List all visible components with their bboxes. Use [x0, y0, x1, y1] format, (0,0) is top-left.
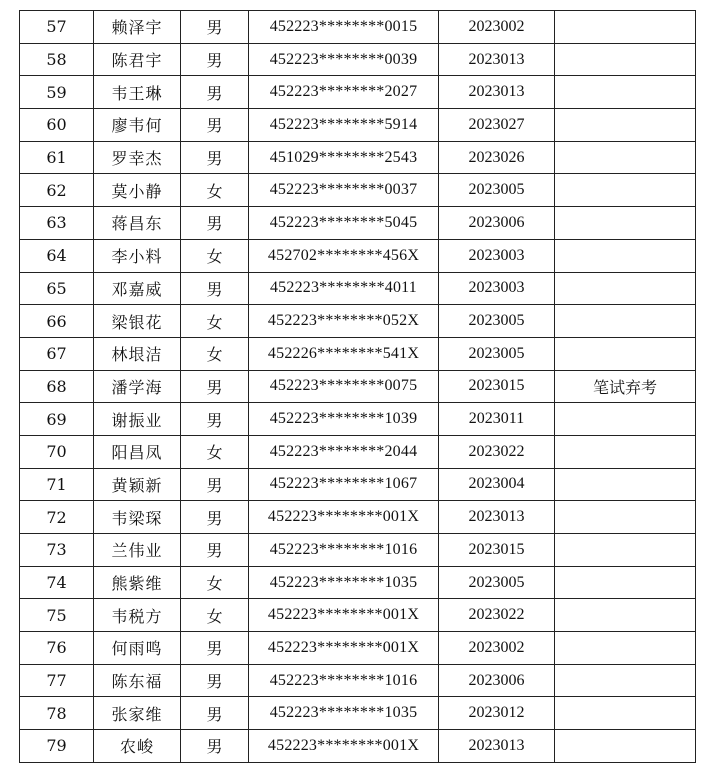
candidate-sex: 男	[206, 51, 223, 71]
exam-number: 2023005	[468, 344, 525, 362]
exam-number-cell	[439, 337, 555, 370]
table-row	[20, 305, 696, 338]
candidate-name: 农峻	[119, 737, 154, 757]
row-number-cell	[20, 501, 94, 534]
candidate-name-cell	[94, 337, 181, 370]
candidate-name: 兰伟业	[111, 541, 163, 561]
remark-cell	[555, 272, 696, 305]
candidate-name-cell	[94, 403, 181, 436]
exam-number-cell	[439, 566, 555, 599]
candidate-name: 阳昌凤	[111, 443, 163, 463]
remark-cell	[555, 109, 696, 142]
exam-number-cell	[439, 272, 555, 305]
candidate-name-cell	[94, 730, 181, 763]
candidate-name: 陈君宇	[111, 51, 163, 71]
id-number-cell	[249, 370, 439, 403]
row-number-cell	[20, 370, 94, 403]
exam-number: 2023004	[468, 475, 525, 493]
candidate-sex: 女	[206, 345, 223, 365]
candidate-sex-cell	[181, 305, 249, 338]
remark-cell	[555, 435, 696, 468]
candidate-name: 李小料	[111, 247, 163, 267]
remark-cell	[555, 697, 696, 730]
candidate-name: 熊紫维	[111, 574, 163, 594]
candidate-sex: 男	[206, 508, 223, 528]
candidate-sex: 女	[206, 247, 223, 267]
row-number-cell	[20, 109, 94, 142]
candidate-name-cell	[94, 632, 181, 665]
table-row	[20, 11, 696, 44]
row-number: 73	[46, 540, 67, 560]
id-number: 452223********1016	[269, 540, 418, 558]
candidate-sex: 女	[206, 312, 223, 332]
candidate-name: 韦税方	[111, 606, 163, 626]
candidate-name-cell	[94, 664, 181, 697]
id-number-cell	[249, 468, 439, 501]
row-number-cell	[20, 272, 94, 305]
remark-cell	[555, 76, 696, 109]
id-number: 452223********5914	[269, 115, 418, 133]
id-number-cell	[249, 632, 439, 665]
row-number-cell	[20, 76, 94, 109]
candidate-sex: 男	[206, 704, 223, 724]
row-number: 62	[46, 180, 67, 200]
candidate-sex: 男	[206, 214, 223, 234]
candidate-name-cell	[94, 43, 181, 76]
table-row	[20, 109, 696, 142]
id-number: 452223********0075	[269, 377, 418, 395]
remark-cell	[555, 337, 696, 370]
candidate-sex-cell	[181, 76, 249, 109]
remark-cell	[555, 501, 696, 534]
exam-number: 2023026	[468, 148, 525, 166]
candidate-name-cell	[94, 566, 181, 599]
row-number: 78	[46, 703, 67, 723]
candidate-sex: 男	[206, 410, 223, 430]
candidate-sex: 女	[206, 443, 223, 463]
candidate-sex-cell	[181, 109, 249, 142]
exam-number: 2023013	[468, 736, 525, 754]
row-number: 61	[46, 148, 67, 168]
remark-cell	[555, 534, 696, 567]
row-number: 63	[46, 213, 67, 233]
id-number: 452223********1035	[269, 573, 418, 591]
id-number: 452223********4011	[269, 279, 417, 297]
table-row	[20, 239, 696, 272]
exam-number: 2023012	[468, 704, 525, 722]
table-row	[20, 435, 696, 468]
remark-cell	[555, 468, 696, 501]
row-number-cell	[20, 599, 94, 632]
candidate-sex: 男	[206, 541, 223, 561]
table-row	[20, 664, 696, 697]
table-row	[20, 501, 696, 534]
row-number-cell	[20, 43, 94, 76]
candidate-name-cell	[94, 174, 181, 207]
row-number-cell	[20, 566, 94, 599]
remark-cell	[555, 664, 696, 697]
row-number: 57	[46, 17, 67, 37]
remark-cell	[555, 11, 696, 44]
exam-number-cell	[439, 370, 555, 403]
candidate-name: 何雨鸣	[111, 639, 163, 659]
id-number-cell	[249, 272, 439, 305]
table-row	[20, 272, 696, 305]
candidate-sex: 男	[206, 279, 223, 299]
candidate-sex-cell	[181, 207, 249, 240]
exam-number-cell	[439, 599, 555, 632]
exam-number: 2023015	[468, 540, 525, 558]
candidate-sex: 女	[206, 181, 223, 201]
id-number-cell	[249, 403, 439, 436]
row-number-cell	[20, 730, 94, 763]
candidate-name-cell	[94, 501, 181, 534]
id-number: 452226********541X	[267, 344, 420, 362]
id-number-cell	[249, 599, 439, 632]
candidate-name: 陈东福	[111, 672, 163, 692]
id-number: 452223********2027	[269, 83, 418, 101]
candidate-name: 莫小静	[111, 181, 163, 201]
row-number: 59	[46, 82, 67, 102]
candidate-sex-cell	[181, 566, 249, 599]
row-number-cell	[20, 11, 94, 44]
candidate-table-body	[20, 11, 696, 763]
row-number-cell	[20, 141, 94, 174]
remark-cell	[555, 632, 696, 665]
exam-number-cell	[439, 141, 555, 174]
row-number-cell	[20, 534, 94, 567]
row-number-cell	[20, 337, 94, 370]
id-number-cell	[249, 534, 439, 567]
id-number-cell	[249, 501, 439, 534]
row-number: 58	[46, 50, 67, 70]
candidate-name-cell	[94, 370, 181, 403]
id-number-cell	[249, 141, 439, 174]
exam-number: 2023003	[468, 246, 525, 264]
id-number-cell	[249, 207, 439, 240]
candidate-sex-cell	[181, 632, 249, 665]
candidate-name: 蒋昌东	[111, 214, 163, 234]
candidate-sex-cell	[181, 174, 249, 207]
row-number-cell	[20, 207, 94, 240]
row-number-cell	[20, 468, 94, 501]
row-number: 69	[46, 409, 67, 429]
exam-number-cell	[439, 11, 555, 44]
row-number: 64	[46, 246, 67, 266]
id-number: 452223********052X	[267, 312, 420, 330]
candidate-name-cell	[94, 305, 181, 338]
candidate-sex-cell	[181, 501, 249, 534]
id-number-cell	[249, 566, 439, 599]
id-number: 452223********001X	[267, 638, 420, 656]
candidate-sex-cell	[181, 435, 249, 468]
id-number-cell	[249, 435, 439, 468]
candidate-name-cell	[94, 697, 181, 730]
remark-cell	[555, 730, 696, 763]
id-number: 452223********0015	[269, 17, 418, 35]
candidate-name-cell	[94, 109, 181, 142]
candidate-sex-cell	[181, 599, 249, 632]
candidate-sex-cell	[181, 730, 249, 763]
candidate-sex-cell	[181, 697, 249, 730]
exam-number-cell	[439, 239, 555, 272]
exam-number: 2023013	[468, 50, 525, 68]
row-number-cell	[20, 403, 94, 436]
row-number: 66	[46, 311, 67, 331]
candidate-sex-cell	[181, 43, 249, 76]
row-number-cell	[20, 632, 94, 665]
candidate-sex: 男	[206, 639, 223, 659]
row-number: 60	[46, 115, 67, 135]
table-row	[20, 43, 696, 76]
remark: 笔试弃考	[592, 377, 657, 397]
remark-cell	[555, 43, 696, 76]
row-number: 71	[46, 474, 67, 494]
candidate-sex: 男	[206, 116, 223, 136]
table-row	[20, 730, 696, 763]
remark-cell	[555, 141, 696, 174]
exam-number-cell	[439, 76, 555, 109]
candidate-name-cell	[94, 11, 181, 44]
exam-number-cell	[439, 207, 555, 240]
exam-number: 2023013	[468, 508, 525, 526]
candidate-name: 罗幸杰	[111, 149, 163, 169]
id-number-cell	[249, 174, 439, 207]
table-row	[20, 76, 696, 109]
id-number: 452223********1067	[269, 475, 418, 493]
candidate-name-cell	[94, 239, 181, 272]
id-number-cell	[249, 730, 439, 763]
id-number: 452223********1016	[269, 671, 418, 689]
exam-number-cell	[439, 109, 555, 142]
id-number-cell	[249, 664, 439, 697]
row-number: 74	[46, 573, 67, 593]
id-number: 452702********456X	[267, 246, 420, 264]
exam-number-cell	[439, 501, 555, 534]
candidate-name-cell	[94, 599, 181, 632]
row-number: 72	[46, 507, 67, 527]
candidate-name: 韦王琳	[111, 83, 163, 103]
row-number: 65	[46, 278, 67, 298]
candidate-name-cell	[94, 76, 181, 109]
candidate-name: 韦梁琛	[111, 508, 163, 528]
remark-cell	[555, 566, 696, 599]
exam-number: 2023005	[468, 181, 525, 199]
candidate-sex: 男	[206, 672, 223, 692]
remark-cell	[555, 207, 696, 240]
exam-number-cell	[439, 730, 555, 763]
id-number-cell	[249, 109, 439, 142]
table-row	[20, 337, 696, 370]
candidate-name: 林垠洁	[111, 345, 163, 365]
exam-number-cell	[439, 174, 555, 207]
candidate-sex: 男	[206, 377, 223, 397]
table-row	[20, 697, 696, 730]
candidate-sex-cell	[181, 272, 249, 305]
remark-cell	[555, 599, 696, 632]
id-number-cell	[249, 43, 439, 76]
table-row	[20, 174, 696, 207]
candidate-sex: 男	[206, 475, 223, 495]
exam-number: 2023005	[468, 573, 525, 591]
candidate-sex-cell	[181, 239, 249, 272]
row-number-cell	[20, 239, 94, 272]
exam-number: 2023002	[468, 638, 525, 656]
exam-number: 2023003	[468, 279, 525, 297]
id-number: 452223********5045	[269, 213, 418, 231]
candidate-name-cell	[94, 207, 181, 240]
id-number: 452223********001X	[267, 606, 420, 624]
candidate-sex: 男	[206, 149, 223, 169]
exam-number: 2023022	[468, 442, 525, 460]
id-number: 452223********0037	[269, 181, 418, 199]
candidate-table	[19, 10, 696, 763]
candidate-sex: 女	[206, 606, 223, 626]
exam-number-cell	[439, 468, 555, 501]
exam-number-cell	[439, 403, 555, 436]
candidate-name-cell	[94, 534, 181, 567]
remark-cell	[555, 403, 696, 436]
candidate-sex: 男	[206, 83, 223, 103]
row-number: 70	[46, 442, 67, 462]
row-number-cell	[20, 697, 94, 730]
row-number-cell	[20, 664, 94, 697]
exam-number: 2023006	[468, 671, 525, 689]
table-row	[20, 141, 696, 174]
table-row	[20, 566, 696, 599]
id-number-cell	[249, 239, 439, 272]
candidate-name: 廖韦何	[111, 116, 163, 136]
exam-number: 2023011	[468, 410, 525, 428]
candidate-sex-cell	[181, 664, 249, 697]
exam-number: 2023022	[468, 606, 525, 624]
id-number-cell	[249, 305, 439, 338]
id-number-cell	[249, 697, 439, 730]
candidate-name-cell	[94, 435, 181, 468]
exam-number-cell	[439, 664, 555, 697]
id-number: 452223********1039	[269, 410, 418, 428]
table-row	[20, 207, 696, 240]
candidate-name: 黄颖新	[111, 475, 163, 495]
id-number: 452223********001X	[267, 736, 420, 754]
row-number-cell	[20, 305, 94, 338]
candidate-name-cell	[94, 272, 181, 305]
remark-cell	[555, 370, 696, 403]
row-number: 68	[46, 376, 67, 396]
exam-number-cell	[439, 435, 555, 468]
row-number: 76	[46, 638, 67, 658]
candidate-name: 谢振业	[111, 410, 163, 430]
row-number: 67	[46, 344, 67, 364]
table-row	[20, 632, 696, 665]
candidate-sex: 女	[206, 574, 223, 594]
candidate-sex-cell	[181, 403, 249, 436]
row-number: 77	[46, 671, 67, 691]
table-row	[20, 534, 696, 567]
table-row	[20, 370, 696, 403]
table-row	[20, 599, 696, 632]
candidate-sex-cell	[181, 370, 249, 403]
candidate-sex-cell	[181, 141, 249, 174]
exam-number-cell	[439, 305, 555, 338]
id-number: 451029********2543	[269, 148, 418, 166]
candidate-name: 赖泽宇	[111, 18, 163, 38]
table-row	[20, 403, 696, 436]
id-number: 452223********0039	[269, 50, 418, 68]
exam-number: 2023006	[468, 213, 525, 231]
exam-number: 2023002	[468, 17, 525, 35]
remark-cell	[555, 174, 696, 207]
candidate-name: 邓嘉威	[111, 279, 163, 299]
exam-number-cell	[439, 534, 555, 567]
exam-number-cell	[439, 697, 555, 730]
candidate-sex-cell	[181, 11, 249, 44]
id-number-cell	[249, 337, 439, 370]
id-number: 452223********1035	[269, 704, 418, 722]
row-number: 79	[46, 736, 67, 756]
id-number: 452223********2044	[269, 442, 418, 460]
exam-number: 2023005	[468, 312, 525, 330]
candidate-sex-cell	[181, 534, 249, 567]
candidate-name: 张家维	[111, 704, 163, 724]
remark-cell	[555, 239, 696, 272]
id-number-cell	[249, 11, 439, 44]
remark-cell	[555, 305, 696, 338]
candidate-sex-cell	[181, 468, 249, 501]
candidate-sex: 男	[206, 737, 223, 757]
table-row	[20, 468, 696, 501]
exam-number: 2023015	[468, 377, 525, 395]
id-number: 452223********001X	[267, 508, 420, 526]
candidate-name: 潘学海	[111, 377, 163, 397]
candidate-name: 梁银花	[111, 312, 163, 332]
exam-number: 2023013	[468, 83, 525, 101]
candidate-sex: 男	[206, 18, 223, 38]
exam-number: 2023027	[468, 115, 525, 133]
exam-number-cell	[439, 43, 555, 76]
candidate-sex-cell	[181, 337, 249, 370]
candidate-name-cell	[94, 141, 181, 174]
row-number: 75	[46, 605, 67, 625]
row-number-cell	[20, 435, 94, 468]
row-number-cell	[20, 174, 94, 207]
candidate-name-cell	[94, 468, 181, 501]
id-number-cell	[249, 76, 439, 109]
exam-number-cell	[439, 632, 555, 665]
